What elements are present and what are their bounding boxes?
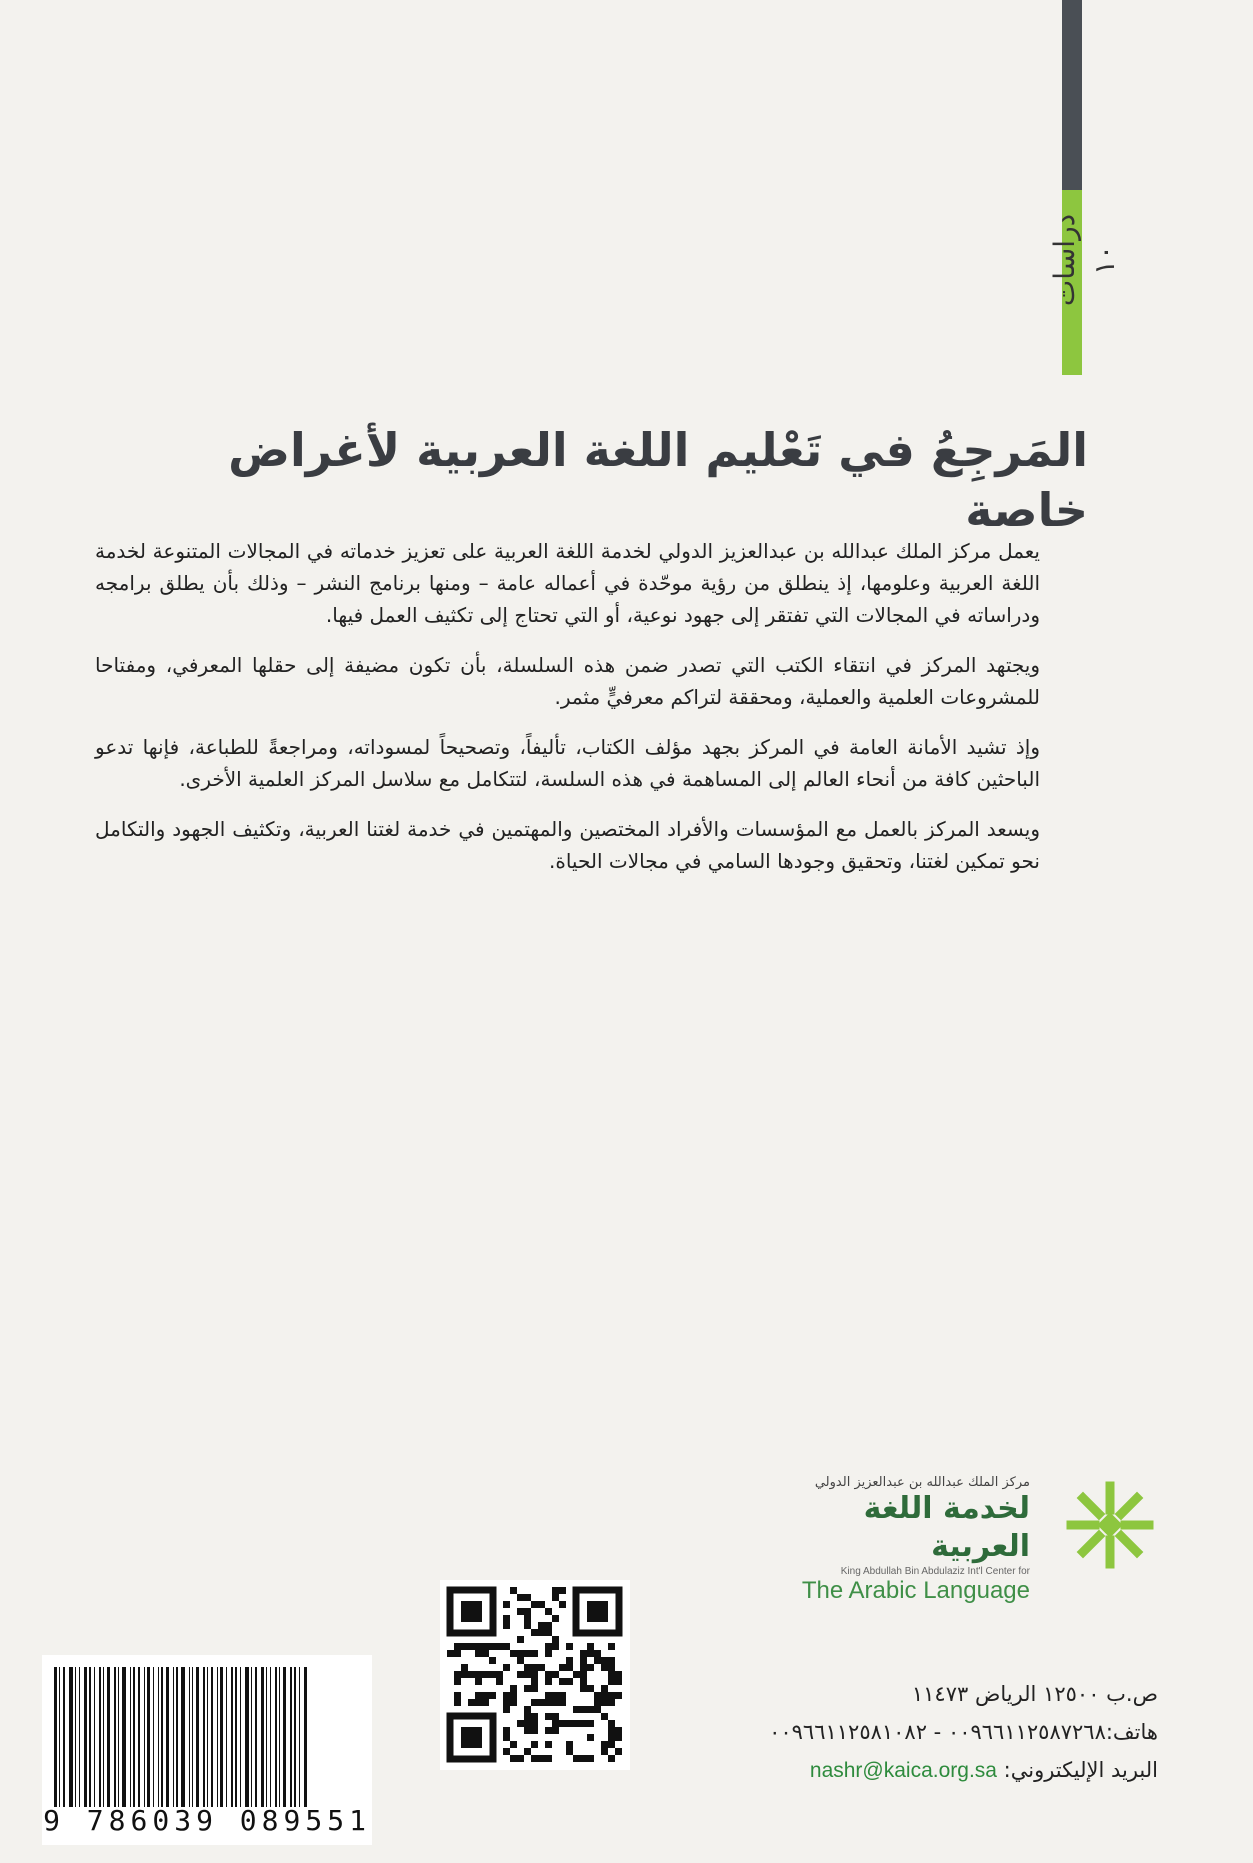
qr-module: [580, 1706, 587, 1713]
barcode-bar: [189, 1667, 190, 1807]
qr-module: [503, 1643, 510, 1650]
barcode-bar: [235, 1667, 237, 1807]
qr-module: [510, 1587, 517, 1594]
barcode-bar: [304, 1667, 307, 1807]
logo-arabic-main: لخدمة اللغة العربية: [863, 1491, 1030, 1564]
barcode-bar: [59, 1667, 60, 1807]
qr-module: [601, 1685, 608, 1692]
qr-module: [482, 1692, 489, 1699]
barcode-bar: [161, 1667, 163, 1807]
qr-module: [482, 1650, 489, 1657]
qr-module: [601, 1692, 608, 1699]
qr-module: [566, 1643, 573, 1650]
qr-module: [517, 1720, 524, 1727]
qr-module: [524, 1650, 531, 1657]
qr-module: [503, 1727, 510, 1734]
qr-module: [615, 1727, 622, 1734]
qr-module: [524, 1727, 531, 1734]
qr-module: [531, 1685, 538, 1692]
logo-arabic-small: مركز الملك عبدالله بن عبدالعزيز الدولي: [814, 1475, 1030, 1490]
qr-module: [475, 1650, 482, 1657]
qr-module: [475, 1678, 482, 1685]
qr-module: [587, 1650, 594, 1657]
barcode-bar: [270, 1667, 271, 1807]
qr-module: [552, 1587, 559, 1594]
barcode-bar: [245, 1667, 249, 1807]
barcode-bar: [144, 1667, 145, 1807]
qr-module: [587, 1685, 594, 1692]
barcode-bar: [94, 1667, 95, 1807]
qr-module: [587, 1755, 594, 1762]
qr-module: [587, 1720, 594, 1727]
qr-module: [580, 1664, 587, 1671]
qr-module: [517, 1671, 524, 1678]
qr-module: [524, 1685, 531, 1692]
qr-module: [580, 1685, 587, 1692]
qr-module: [517, 1594, 524, 1601]
contact-info: [638, 1675, 1158, 1790]
qr-module: [559, 1664, 566, 1671]
qr-module: [524, 1748, 531, 1755]
qr-module: [517, 1657, 524, 1664]
barcode-bar: [220, 1667, 223, 1807]
qr-module: [510, 1699, 517, 1706]
qr-module: [552, 1692, 559, 1699]
qr-module: [580, 1678, 587, 1685]
logo-english-small: King Abdullah Bin Abdulaziz Int'l Center for: [840, 1566, 1030, 1577]
barcode-bar: [294, 1667, 296, 1807]
qr-module: [468, 1699, 475, 1706]
barcode-bar: [103, 1667, 104, 1807]
isbn-number: 9 786039 089551: [43, 1804, 371, 1837]
barcode-bar: [217, 1667, 218, 1807]
barcode-bar: [279, 1667, 280, 1807]
qr-module: [545, 1755, 552, 1762]
barcode-bar: [75, 1667, 76, 1807]
qr-finder-center: [461, 1727, 482, 1748]
center-logo-text: [790, 1475, 1030, 1605]
qr-finder-center: [587, 1601, 608, 1622]
qr-module: [496, 1671, 503, 1678]
qr-module: [594, 1692, 601, 1699]
paragraph: وإذ تشيد الأمانة العامة في المركز بجهد مؤلف الكتاب، تأليفاً، وتصحيحاً لمسوداته، ومراجعةً للطباعة، فإنها تدعو الباحثين كافة من أنحاء العالم إلى المساهمة في هذه السلسة، لتتكامل مع سلاسل المركز العلمية الأخرى.: [95, 735, 1040, 791]
qr-module: [608, 1727, 615, 1734]
qr-module: [545, 1622, 552, 1629]
qr-module: [601, 1657, 608, 1664]
qr-module: [580, 1671, 587, 1678]
qr-module: [538, 1622, 545, 1629]
qr-module: [454, 1699, 461, 1706]
qr-module: [468, 1671, 475, 1678]
qr-module: [552, 1636, 559, 1643]
qr-module: [454, 1671, 461, 1678]
qr-module: [545, 1741, 552, 1748]
qr-module: [608, 1643, 615, 1650]
barcode-bar: [84, 1667, 87, 1807]
qr-module: [454, 1692, 461, 1699]
qr-module: [524, 1664, 531, 1671]
qr-module: [531, 1699, 538, 1706]
qr-module: [510, 1650, 517, 1657]
barcode-bar: [251, 1667, 252, 1807]
barcode-bar: [211, 1667, 213, 1807]
qr-module: [615, 1748, 622, 1755]
qr-module: [517, 1650, 524, 1657]
qr-module: [524, 1594, 531, 1601]
qr-module: [503, 1664, 510, 1671]
qr-module: [454, 1678, 461, 1685]
barcode-bar: [63, 1667, 65, 1807]
qr-module: [538, 1699, 545, 1706]
qr-module: [559, 1587, 566, 1594]
qr-module: [594, 1706, 601, 1713]
qr-module: [580, 1720, 587, 1727]
qr-module: [447, 1650, 454, 1657]
qr-module: [601, 1699, 608, 1706]
qr-module: [608, 1755, 615, 1762]
book-title: المَرجِعُ في تَعْليم اللغة العربية لأغراض خاصة: [228, 423, 1088, 537]
qr-module: [615, 1734, 622, 1741]
barcode-bar: [89, 1667, 91, 1807]
qr-module: [475, 1643, 482, 1650]
qr-module: [545, 1699, 552, 1706]
qr-module: [531, 1629, 538, 1636]
barcode-bar: [299, 1667, 300, 1807]
qr-module: [573, 1671, 580, 1678]
qr-module: [524, 1720, 531, 1727]
qr-module: [468, 1643, 475, 1650]
barcode-bar: [118, 1667, 119, 1807]
qr-module: [545, 1650, 552, 1657]
qr-module: [503, 1706, 510, 1713]
barcode-bar: [69, 1667, 73, 1807]
qr-module: [531, 1720, 538, 1727]
qr-module: [545, 1727, 552, 1734]
qr-module: [608, 1671, 615, 1678]
qr-module: [510, 1685, 517, 1692]
qr-module: [503, 1699, 510, 1706]
email-line: [638, 1751, 1158, 1790]
qr-module: [545, 1671, 552, 1678]
qr-module: [524, 1713, 531, 1720]
barcode-bar: [114, 1667, 116, 1807]
description-text: [95, 535, 1040, 895]
qr-module: [454, 1650, 461, 1657]
qr-module: [608, 1664, 615, 1671]
qr-module: [594, 1699, 601, 1706]
qr-module: [475, 1692, 482, 1699]
qr-module: [615, 1692, 622, 1699]
qr-module: [545, 1629, 552, 1636]
qr-module: [552, 1720, 559, 1727]
qr-module: [608, 1720, 615, 1727]
qr-module: [454, 1643, 461, 1650]
qr-module: [566, 1657, 573, 1664]
barcode-bar: [133, 1667, 135, 1807]
qr-module: [559, 1678, 566, 1685]
barcode-bar: [138, 1667, 140, 1807]
barcode-bar: [99, 1667, 101, 1807]
qr-module: [615, 1678, 622, 1685]
qr-module: [489, 1643, 496, 1650]
qr-module: [545, 1608, 552, 1615]
qr-module: [559, 1699, 566, 1706]
qr-module: [538, 1629, 545, 1636]
qr-module: [489, 1692, 496, 1699]
qr-module: [510, 1755, 517, 1762]
barcode-bar: [255, 1667, 257, 1807]
qr-module: [545, 1692, 552, 1699]
qr-finder-center: [461, 1601, 482, 1622]
email-address[interactable]: nashr@kaica.org.sa: [809, 1759, 997, 1782]
qr-module: [552, 1643, 559, 1650]
qr-module: [552, 1699, 559, 1706]
qr-module: [566, 1741, 573, 1748]
qr-module: [573, 1755, 580, 1762]
barcode-bar: [173, 1667, 174, 1807]
qr-module: [524, 1608, 531, 1615]
qr-module: [580, 1650, 587, 1657]
barcode-bar: [283, 1667, 286, 1807]
barcode-bar: [181, 1667, 185, 1807]
qr-module: [531, 1713, 538, 1720]
qr-module: [524, 1622, 531, 1629]
qr-module: [503, 1748, 510, 1755]
qr-code: [440, 1580, 630, 1770]
qr-module: [489, 1657, 496, 1664]
qr-module: [601, 1741, 608, 1748]
barcode-bar: [266, 1667, 267, 1807]
spine-stripe-dark: [1062, 0, 1082, 190]
qr-module: [552, 1727, 559, 1734]
qr-module: [573, 1706, 580, 1713]
qr-module: [580, 1657, 587, 1664]
qr-module: [566, 1678, 573, 1685]
barcode-bar: [203, 1667, 205, 1807]
qr-module: [615, 1671, 622, 1678]
qr-module: [608, 1734, 615, 1741]
qr-module: [461, 1643, 468, 1650]
qr-module: [531, 1741, 538, 1748]
qr-module: [538, 1664, 545, 1671]
qr-module: [531, 1671, 538, 1678]
qr-module: [545, 1643, 552, 1650]
center-logo-icon: [1065, 1480, 1155, 1570]
barcode-bar: [226, 1667, 227, 1807]
qr-module: [608, 1692, 615, 1699]
qr-module: [566, 1664, 573, 1671]
barcode-bar: [158, 1667, 159, 1807]
qr-module: [524, 1706, 531, 1713]
qr-module: [587, 1734, 594, 1741]
barcode-bar: [240, 1667, 241, 1807]
barcode-bar: [196, 1667, 199, 1807]
qr-module: [594, 1657, 601, 1664]
barcode-bar: [192, 1667, 193, 1807]
logo-english-main: The Arabic Language: [801, 1577, 1030, 1604]
qr-module: [510, 1692, 517, 1699]
barcode-bar: [130, 1667, 131, 1807]
qr-module: [580, 1755, 587, 1762]
qr-module: [552, 1615, 559, 1622]
qr-module: [475, 1671, 482, 1678]
qr-module: [608, 1741, 615, 1748]
barcode-bar: [147, 1667, 150, 1807]
qr-module: [517, 1636, 524, 1643]
barcode-bar: [261, 1667, 264, 1807]
qr-module: [531, 1755, 538, 1762]
qr-module: [587, 1706, 594, 1713]
qr-module: [531, 1727, 538, 1734]
qr-module: [475, 1699, 482, 1706]
qr-module: [482, 1671, 489, 1678]
qr-module: [503, 1692, 510, 1699]
qr-module: [552, 1671, 559, 1678]
qr-module: [489, 1671, 496, 1678]
qr-module: [566, 1748, 573, 1755]
barcode-bar: [290, 1667, 292, 1807]
email-label: البريد الإليكتروني:: [1003, 1758, 1158, 1782]
qr-module: [496, 1643, 503, 1650]
barcode-bar: [231, 1667, 233, 1807]
qr-module: [587, 1643, 594, 1650]
qr-module: [503, 1734, 510, 1741]
paragraph: يعمل مركز الملك عبدالله بن عبدالعزيز الدولي لخدمة اللغة العربية على تعزيز خدماته في المجالات المتنوعة لخدمة اللغة العربية وعلومها، إذ ينطلق من رؤية موحّدة في أعماله عامة – ومنها برنامج النشر – وذلك بأن يطلق برامجه ودراساته في المجالات التي تفتقر إلى جهود نوعية، أو التي تحتاج إلى تكثيف العمل فيها.: [95, 539, 1040, 627]
series-label: دراسات ١٠: [1048, 213, 1121, 307]
barcode-bar: [176, 1667, 178, 1807]
qr-module: [524, 1671, 531, 1678]
qr-module: [573, 1720, 580, 1727]
qr-module: [517, 1608, 524, 1615]
qr-module: [482, 1699, 489, 1706]
qr-module: [503, 1601, 510, 1608]
barcode-bars: [54, 1667, 364, 1807]
qr-module: [559, 1720, 566, 1727]
barcode-bar: [166, 1667, 169, 1807]
qr-module: [482, 1643, 489, 1650]
qr-module: [461, 1664, 468, 1671]
qr-module: [608, 1657, 615, 1664]
qr-module: [461, 1671, 468, 1678]
po-box: ص.ب ١٢٥٠٠ الرياض ١١٤٧٣: [911, 1682, 1158, 1706]
barcode-bar: [79, 1667, 80, 1807]
qr-module: [608, 1678, 615, 1685]
qr-module: [559, 1601, 566, 1608]
barcode-bar: [153, 1667, 154, 1807]
qr-module: [608, 1699, 615, 1706]
paragraph: ويسعد المركز بالعمل مع المؤسسات والأفراد المختصين والمهتمين في خدمة لغتنا العربية، وتكثيف الجهود والتكامل نحو تمكين لغتنا، وتحقيق وجودها السامي في مجالات الحياة.: [95, 817, 1040, 873]
qr-module: [545, 1678, 552, 1685]
qr-module: [496, 1678, 503, 1685]
qr-module: [601, 1713, 608, 1720]
qr-module: [531, 1650, 538, 1657]
qr-module: [531, 1664, 538, 1671]
qr-module: [594, 1650, 601, 1657]
qr-module: [566, 1720, 573, 1727]
qr-module: [587, 1664, 594, 1671]
barcode-bar: [107, 1667, 110, 1807]
isbn-barcode: [42, 1655, 372, 1845]
qr-module: [538, 1601, 545, 1608]
qr-module: [552, 1713, 559, 1720]
qr-module: [524, 1615, 531, 1622]
qr-module: [552, 1594, 559, 1601]
qr-module: [559, 1692, 566, 1699]
qr-module: [538, 1755, 545, 1762]
barcode-bar: [122, 1667, 126, 1807]
qr-module: [531, 1678, 538, 1685]
qr-module: [503, 1622, 510, 1629]
qr-module: [517, 1755, 524, 1762]
barcode-bar: [275, 1667, 277, 1807]
barcode-bar: [207, 1667, 208, 1807]
qr-module: [545, 1713, 552, 1720]
qr-module: [510, 1741, 517, 1748]
qr-module: [601, 1664, 608, 1671]
phone-numbers: هاتف:٠٠٩٦٦١١٢٥٨٧٢٦٨ - ٠٠٩٦٦١١٢٥٨١٠٨٢: [769, 1720, 1158, 1744]
qr-module: [601, 1748, 608, 1755]
paragraph: ويجتهد المركز في انتقاء الكتب التي تصدر ضمن هذه السلسلة، بأن تكون مضيفة إلى حقلها المعرفي، ومفتاحا للمشروعات العلمية والعملية، ومحققة لتراكم معرفيٍّ مثمر.: [95, 653, 1040, 709]
qr-module: [531, 1601, 538, 1608]
qr-module: [503, 1615, 510, 1622]
barcode-bar: [54, 1667, 57, 1807]
